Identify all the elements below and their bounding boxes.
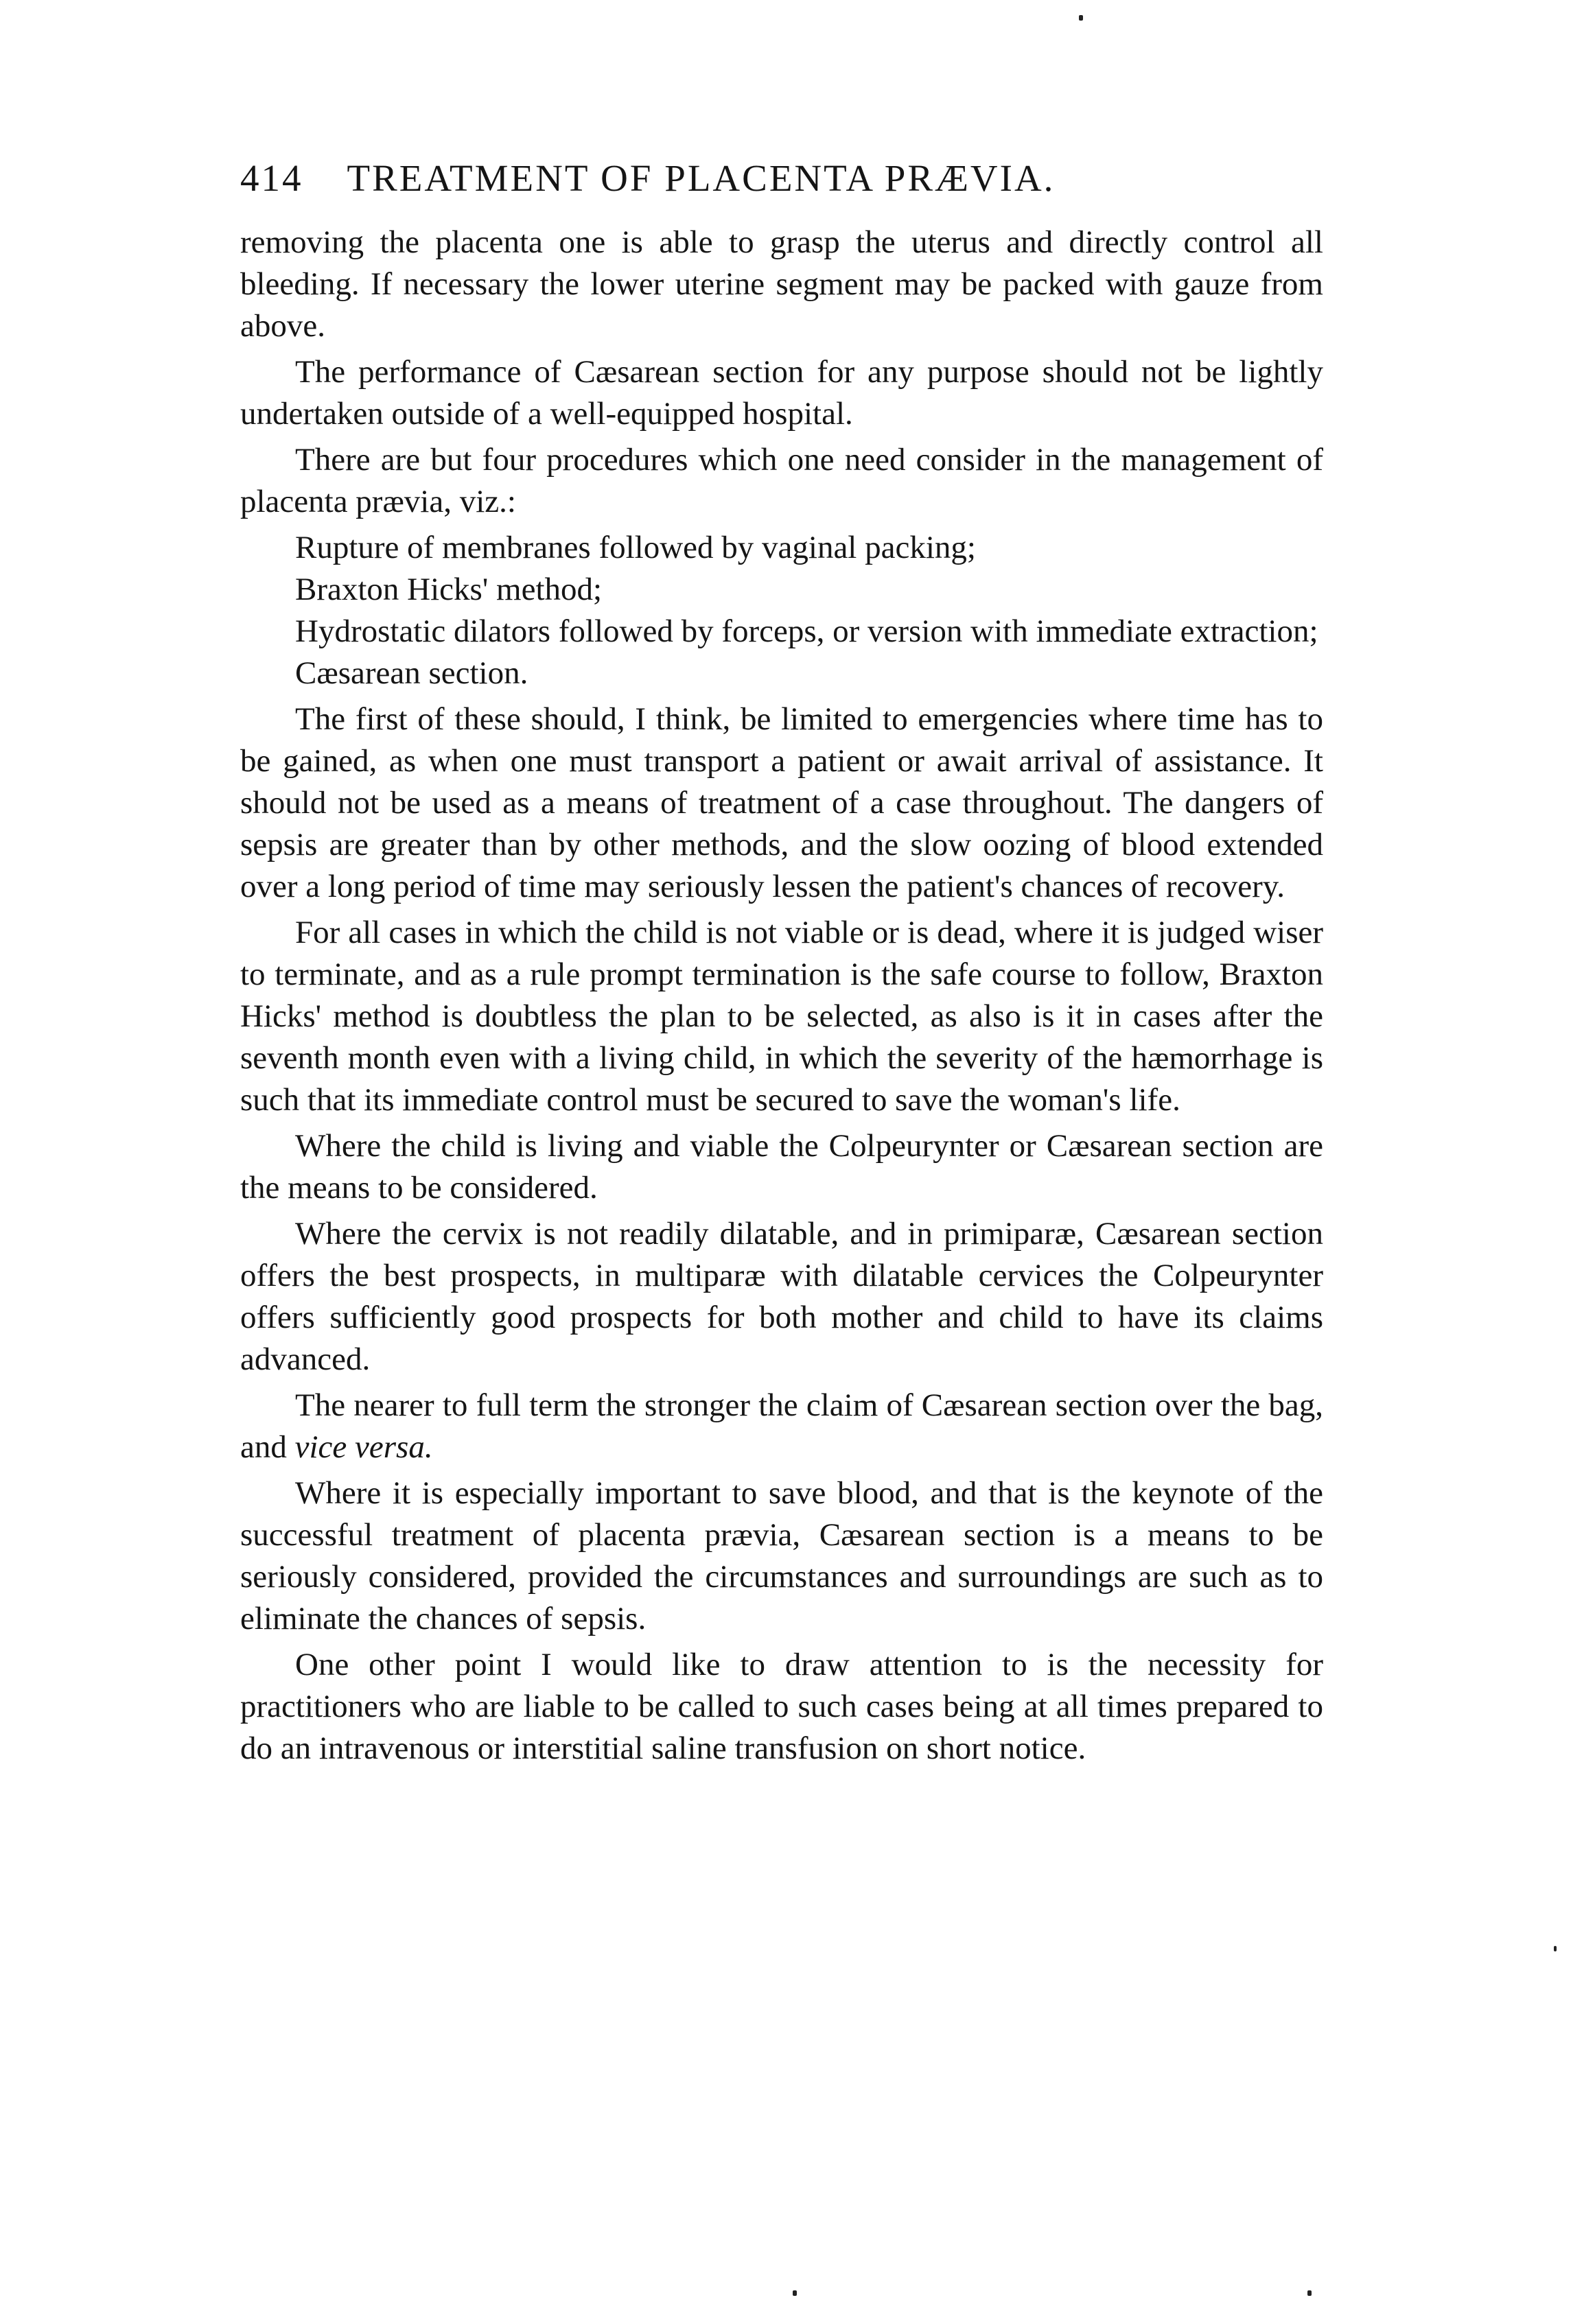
- specimen-speck: [793, 2290, 797, 2296]
- paragraph-cervix: Where the cervix is not readily dilatable, and in primiparæ, Cæsarean section offers the best prospects, in multiparæ with dilatable cervices the Colpeurynter offers sufficiently good prospects for both mother and child to have its claims advanced.: [240, 1216, 1323, 1377]
- procedure-list: [240, 527, 1323, 694]
- paragraph-four-procedures: There are but four procedures which one need consider in the management of placenta prævia, viz.:: [240, 442, 1323, 519]
- specimen-speck: [1554, 1946, 1557, 1951]
- specimen-speck: [1307, 2290, 1312, 2296]
- paragraph-child-living: Where the child is living and viable the Colpeurynter or Cæsarean section are the means to be considered.: [240, 1128, 1323, 1206]
- book-page: [240, 154, 1323, 1774]
- procedure-item: Cæsarean section.: [295, 655, 528, 691]
- specimen-speck: [1079, 15, 1083, 21]
- body-text: [240, 222, 1323, 1770]
- paragraph-saline: One other point I would like to draw attention to is the necessity for practitioners who are liable to be called to such cases being at all times prepared to do an intravenous or interstitial saline transfusion on short notice.: [240, 1647, 1323, 1766]
- page-number: 414: [240, 157, 303, 199]
- running-head: [240, 154, 1323, 202]
- procedure-item: Braxton Hicks' method;: [295, 572, 603, 607]
- paragraph-full-term: [240, 1385, 1323, 1468]
- vice-versa-italic: vice versa.: [294, 1429, 433, 1465]
- paragraph-braxton-hicks: For all cases in which the child is not viable or is dead, where it is judged wiser to terminate, and as a rule prompt termination is the safe course to follow, Braxton Hicks' method is doubtless the plan to be selected, as also is it in cases after the seventh month even with a living child, in which the severity of the hæmorrhage is such that its immediate control must be secured to save the woman's life.: [240, 915, 1323, 1118]
- paragraph-save-blood: Where it is especially important to save blood, and that is the keynote of the successful treatment of placenta prævia, Cæsarean section is a means to be seriously considered, provided the circumstances and surroundings are such as to eliminate the chances of sepsis.: [240, 1475, 1323, 1636]
- paragraph-continuation: removing the placenta one is able to grasp the uterus and directly control all bleeding. If necessary the lower uterine segment may be packed with gauze from above.: [240, 224, 1323, 344]
- paragraph-first-limited: The first of these should, I think, be limited to emergencies where time has to be gained, as when one must transport a patient or await arrival of assistance. It should not be used as a means of treatment of a case throughout. The dangers of sepsis are greater than by other methods, and the slow oozing of blood extended over a long period of time may seriously lessen the patient's chances of recovery.: [240, 701, 1323, 904]
- running-title: TREATMENT OF PLACENTA PRÆVIA.: [347, 157, 1056, 199]
- paragraph-caesarean-hospital: The performance of Cæsarean section for any purpose should not be lightly undertaken outside of a well-equipped hospital.: [240, 354, 1323, 432]
- full-term-text: The nearer to full term the stronger the claim of Cæsarean section over the bag, and: [240, 1387, 1323, 1465]
- procedure-item: Rupture of membranes followed by vaginal packing;: [295, 530, 976, 565]
- procedure-item: Hydrostatic dilators followed by forceps, or version with immediate extraction;: [295, 613, 1318, 649]
